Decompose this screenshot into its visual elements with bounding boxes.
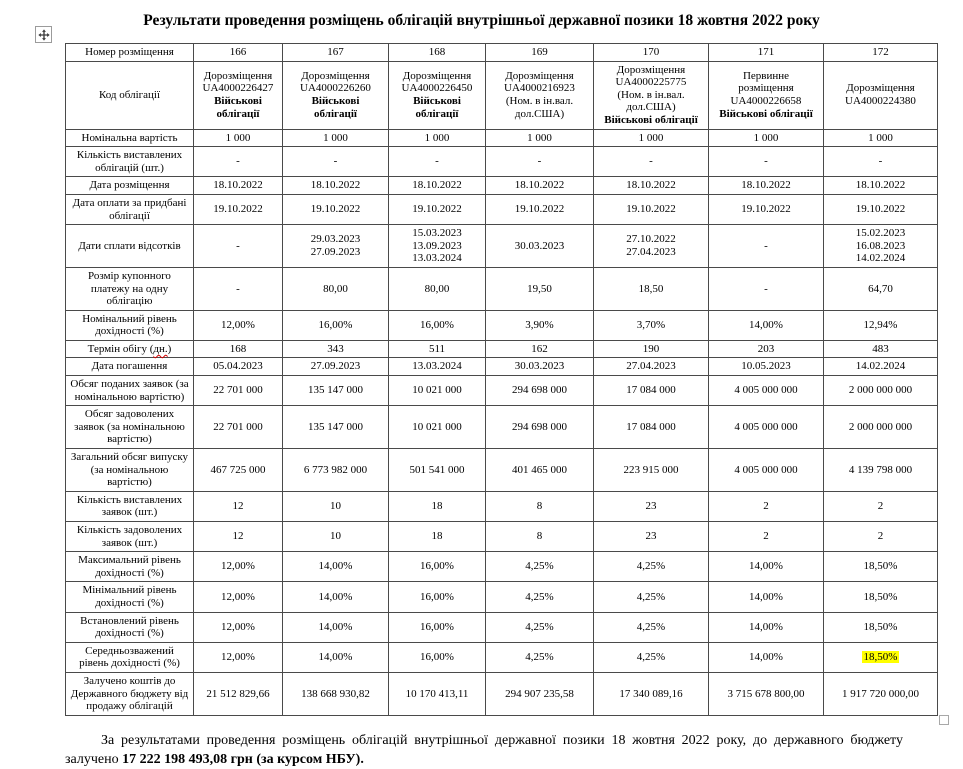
row-label: Середньозважений рівень дохідності (%) — [66, 642, 194, 672]
table-cell: 1 000 — [709, 129, 824, 147]
table-cell: 1 000 — [594, 129, 709, 147]
table-cell: 2 — [709, 522, 824, 552]
table-cell: 2 000 000 000 — [824, 376, 938, 406]
table-cell: 18.10.2022 — [824, 177, 938, 195]
table-cell: 12,94% — [824, 310, 938, 340]
table-cell: 18,50% — [824, 582, 938, 612]
table-cell: 8 — [486, 491, 594, 521]
table-row — [66, 672, 938, 715]
table-row — [66, 225, 938, 268]
table-cell: 30.03.2023 — [486, 225, 594, 268]
table-cell: - — [194, 225, 283, 268]
row-label: Номер розміщення — [66, 44, 194, 62]
table-cell: 2 — [824, 522, 938, 552]
table-cell: 14,00% — [283, 612, 389, 642]
table-cell: 4,25% — [486, 552, 594, 582]
table-cell: 10.05.2023 — [709, 358, 824, 376]
table-cell: 14,00% — [709, 612, 824, 642]
row-label: Встановлений рівень дохідності (%) — [66, 612, 194, 642]
table-cell: 10 021 000 — [389, 406, 486, 449]
table-cell: 14,00% — [709, 310, 824, 340]
table-cell: 18.10.2022 — [283, 177, 389, 195]
table-cell: 30.03.2023 — [486, 358, 594, 376]
table-cell: 3,70% — [594, 310, 709, 340]
table-cell: 14,00% — [709, 642, 824, 672]
row-label: Номінальний рівень дохідності (%) — [66, 310, 194, 340]
table-cell: 168 — [194, 340, 283, 358]
table-cell: 501 541 000 — [389, 449, 486, 492]
table-cell: 190 — [594, 340, 709, 358]
table-cell: 169 — [486, 44, 594, 62]
table-cell: 171 — [709, 44, 824, 62]
table-row — [66, 340, 938, 358]
table-cell: 13.03.2024 — [389, 358, 486, 376]
row-label: Кількість виставлених облігацій (шт.) — [66, 147, 194, 177]
table-cell: 19.10.2022 — [389, 194, 486, 224]
table-cell: 12,00% — [194, 582, 283, 612]
table-row — [66, 358, 938, 376]
table-cell: 4,25% — [594, 612, 709, 642]
table-cell: 4 005 000 000 — [709, 376, 824, 406]
table-row — [66, 44, 938, 62]
table-cell: 18.10.2022 — [594, 177, 709, 195]
table-cell: 14,00% — [283, 642, 389, 672]
table-cell: Первинне розміщення UA4000226658 Військові облігації — [709, 61, 824, 129]
table-cell: 4 005 000 000 — [709, 406, 824, 449]
table-row — [66, 147, 938, 177]
table-cell: 27.10.2022 27.04.2023 — [594, 225, 709, 268]
table-cell: 12,00% — [194, 552, 283, 582]
table-cell: 2 000 000 000 — [824, 406, 938, 449]
table-cell: 29.03.2023 27.09.2023 — [283, 225, 389, 268]
row-label: Кількість задоволених заявок (шт.) — [66, 522, 194, 552]
row-label: Максимальний рівень дохідності (%) — [66, 552, 194, 582]
table-cell: 16,00% — [389, 310, 486, 340]
summary-amount: 17 222 198 493,08 грн (за курсом НБУ). — [122, 751, 364, 767]
table-cell: 166 — [194, 44, 283, 62]
row-label: Розмір купонного платежу на одну облігацію — [66, 267, 194, 310]
table-cell: 19.10.2022 — [594, 194, 709, 224]
move-cross-arrow-icon — [38, 29, 50, 41]
table-cell: 168 — [389, 44, 486, 62]
table-cell: Дорозміщення UA4000224380 — [824, 61, 938, 129]
table-cell: 18,50% — [824, 612, 938, 642]
table-row — [66, 449, 938, 492]
table-cell: 2 — [709, 491, 824, 521]
table-cell: - — [283, 147, 389, 177]
row-label: Обсяг поданих заявок (за номінальною вартістю) — [66, 376, 194, 406]
table-cell: 467 725 000 — [194, 449, 283, 492]
table-cell: 23 — [594, 522, 709, 552]
summary-text: За результатами проведення розміщень облігацій внутрішньої державної позики 18 жовтня 2022 року, до державного бюджету залучено — [65, 732, 903, 767]
table-cell: - — [486, 147, 594, 177]
table-cell: 15.03.2023 13.09.2023 13.03.2024 — [389, 225, 486, 268]
table-cell: 12,00% — [194, 612, 283, 642]
table-cell: 10 — [283, 491, 389, 521]
table-cell: - — [194, 267, 283, 310]
table-cell: 1 000 — [389, 129, 486, 147]
table-cell: 3,90% — [486, 310, 594, 340]
table-cell: 135 147 000 — [283, 406, 389, 449]
table-cell: 14,00% — [709, 582, 824, 612]
table-cell: 16,00% — [389, 642, 486, 672]
row-label: Номінальна вартість — [66, 129, 194, 147]
table-row — [66, 552, 938, 582]
row-label: Дата оплати за придбані облігації — [66, 194, 194, 224]
table-cell: - — [824, 147, 938, 177]
table-cell: 22 701 000 — [194, 406, 283, 449]
table-cell: 14,00% — [283, 552, 389, 582]
table-cell: 14,00% — [709, 552, 824, 582]
table-row — [66, 61, 938, 129]
row-label: Термін обігу (дн.) — [66, 340, 194, 358]
table-cell: 17 084 000 — [594, 376, 709, 406]
results-table-body — [66, 44, 938, 716]
table-row — [66, 194, 938, 224]
row-label: Дата розміщення — [66, 177, 194, 195]
bond-results-table — [65, 43, 938, 716]
summary-paragraph — [65, 731, 903, 769]
table-cell: 18.10.2022 — [194, 177, 283, 195]
results-table-container — [65, 43, 937, 716]
table-cell: 343 — [283, 340, 389, 358]
table-cell: 138 668 930,82 — [283, 672, 389, 715]
table-cell: 2 — [824, 491, 938, 521]
table-cell: 17 084 000 — [594, 406, 709, 449]
table-row — [66, 522, 938, 552]
table-cell: 4,25% — [594, 552, 709, 582]
row-label: Дати сплати відсотків — [66, 225, 194, 268]
table-cell: 19,50 — [486, 267, 594, 310]
row-label: Мінімальний рівень дохідності (%) — [66, 582, 194, 612]
table-cell: 162 — [486, 340, 594, 358]
table-cell: 1 000 — [283, 129, 389, 147]
table-move-handle[interactable] — [35, 26, 52, 43]
table-cell: Дорозміщення UA4000226427 Військові облігації — [194, 61, 283, 129]
table-cell: - — [389, 147, 486, 177]
table-cell: 401 465 000 — [486, 449, 594, 492]
table-cell: 12,00% — [194, 642, 283, 672]
table-cell: 1 917 720 000,00 — [824, 672, 938, 715]
table-cell: Дорозміщення UA4000225775 (Ном. в ін.вал. дол.США) Військові облігації — [594, 61, 709, 129]
table-cell: 80,00 — [283, 267, 389, 310]
table-cell: 19.10.2022 — [486, 194, 594, 224]
table-cell: 18.10.2022 — [486, 177, 594, 195]
table-cell: 294 698 000 — [486, 406, 594, 449]
table-cell: 1 000 — [194, 129, 283, 147]
table-cell: Дорозміщення UA4000216923 (Ном. в ін.вал. дол.США) — [486, 61, 594, 129]
table-cell: 16,00% — [389, 612, 486, 642]
row-label: Кількість виставлених заявок (шт.) — [66, 491, 194, 521]
page-title: Результати проведення розміщень облігацій внутрішньої державної позики 18 жовтня 2022 року — [143, 12, 820, 29]
table-row — [66, 612, 938, 642]
table-cell: 223 915 000 — [594, 449, 709, 492]
table-cell: 8 — [486, 522, 594, 552]
table-cell: 16,00% — [389, 552, 486, 582]
table-cell: - — [709, 225, 824, 268]
table-cell: - — [594, 147, 709, 177]
table-row — [66, 406, 938, 449]
table-cell: 19.10.2022 — [194, 194, 283, 224]
table-cell: 4,25% — [486, 642, 594, 672]
table-cell: 18,50% — [824, 552, 938, 582]
table-cell: 167 — [283, 44, 389, 62]
table-cell: 17 340 089,16 — [594, 672, 709, 715]
table-cell: 19.10.2022 — [283, 194, 389, 224]
table-cell: 170 — [594, 44, 709, 62]
table-cell: - — [709, 147, 824, 177]
table-cell: 19.10.2022 — [824, 194, 938, 224]
table-cell: 18,50 — [594, 267, 709, 310]
table-cell: 135 147 000 — [283, 376, 389, 406]
table-cell: 27.09.2023 — [283, 358, 389, 376]
table-cell: - — [709, 267, 824, 310]
table-cell: 10 021 000 — [389, 376, 486, 406]
table-row — [66, 310, 938, 340]
row-label: Залучено коштів до Державного бюджету від продажу облігацій — [66, 672, 194, 715]
table-cell: 16,00% — [283, 310, 389, 340]
table-cell: 05.04.2023 — [194, 358, 283, 376]
table-cell: 80,00 — [389, 267, 486, 310]
table-row — [66, 582, 938, 612]
table-cell: 22 701 000 — [194, 376, 283, 406]
table-cell: 1 000 — [486, 129, 594, 147]
table-cell: 14.02.2024 — [824, 358, 938, 376]
table-cell: 3 715 678 800,00 — [709, 672, 824, 715]
table-cell: 16,00% — [389, 582, 486, 612]
document-page — [0, 12, 963, 767]
table-cell: 18.10.2022 — [709, 177, 824, 195]
table-cell: 511 — [389, 340, 486, 358]
table-cell: 203 — [709, 340, 824, 358]
table-cell: 23 — [594, 491, 709, 521]
table-cell: 294 698 000 — [486, 376, 594, 406]
table-cell — [824, 642, 938, 672]
table-cell: 483 — [824, 340, 938, 358]
table-cell: 1 000 — [824, 129, 938, 147]
table-cell: 6 773 982 000 — [283, 449, 389, 492]
row-label: Дата погашення — [66, 358, 194, 376]
row-label: Обсяг задоволених заявок (за номінальною вартістю) — [66, 406, 194, 449]
table-cell: 4,25% — [486, 582, 594, 612]
table-cell: 27.04.2023 — [594, 358, 709, 376]
table-cell: 19.10.2022 — [709, 194, 824, 224]
table-row — [66, 376, 938, 406]
table-cell: 18 — [389, 491, 486, 521]
table-cell: 4 139 798 000 — [824, 449, 938, 492]
table-row — [66, 177, 938, 195]
table-cell: 10 — [283, 522, 389, 552]
table-cell: Дорозміщення UA4000226260 Військові облігації — [283, 61, 389, 129]
table-cell: Дорозміщення UA4000226450 Військові облігації — [389, 61, 486, 129]
highlighted-value: 18,50% — [863, 651, 898, 664]
row-label: Код облігації — [66, 61, 194, 129]
table-cell: 18.10.2022 — [389, 177, 486, 195]
table-cell: 294 907 235,58 — [486, 672, 594, 715]
table-cell: 12 — [194, 522, 283, 552]
table-cell: 15.02.2023 16.08.2023 14.02.2024 — [824, 225, 938, 268]
table-cell: 4,25% — [594, 582, 709, 612]
table-cell: 172 — [824, 44, 938, 62]
table-cell: 12 — [194, 491, 283, 521]
table-cell: 4,25% — [594, 642, 709, 672]
table-cell: - — [194, 147, 283, 177]
table-cell: 4,25% — [486, 612, 594, 642]
table-row — [66, 491, 938, 521]
table-row — [66, 267, 938, 310]
table-cell: 10 170 413,11 — [389, 672, 486, 715]
table-cell: 21 512 829,66 — [194, 672, 283, 715]
row-label: Загальний обсяг випуску (за номінальною вартістю) — [66, 449, 194, 492]
table-cell: 12,00% — [194, 310, 283, 340]
table-cell: 14,00% — [283, 582, 389, 612]
table-row — [66, 129, 938, 147]
table-cell: 4 005 000 000 — [709, 449, 824, 492]
table-cell: 64,70 — [824, 267, 938, 310]
table-resize-handle[interactable] — [939, 715, 949, 725]
table-cell: 18 — [389, 522, 486, 552]
table-row — [66, 642, 938, 672]
